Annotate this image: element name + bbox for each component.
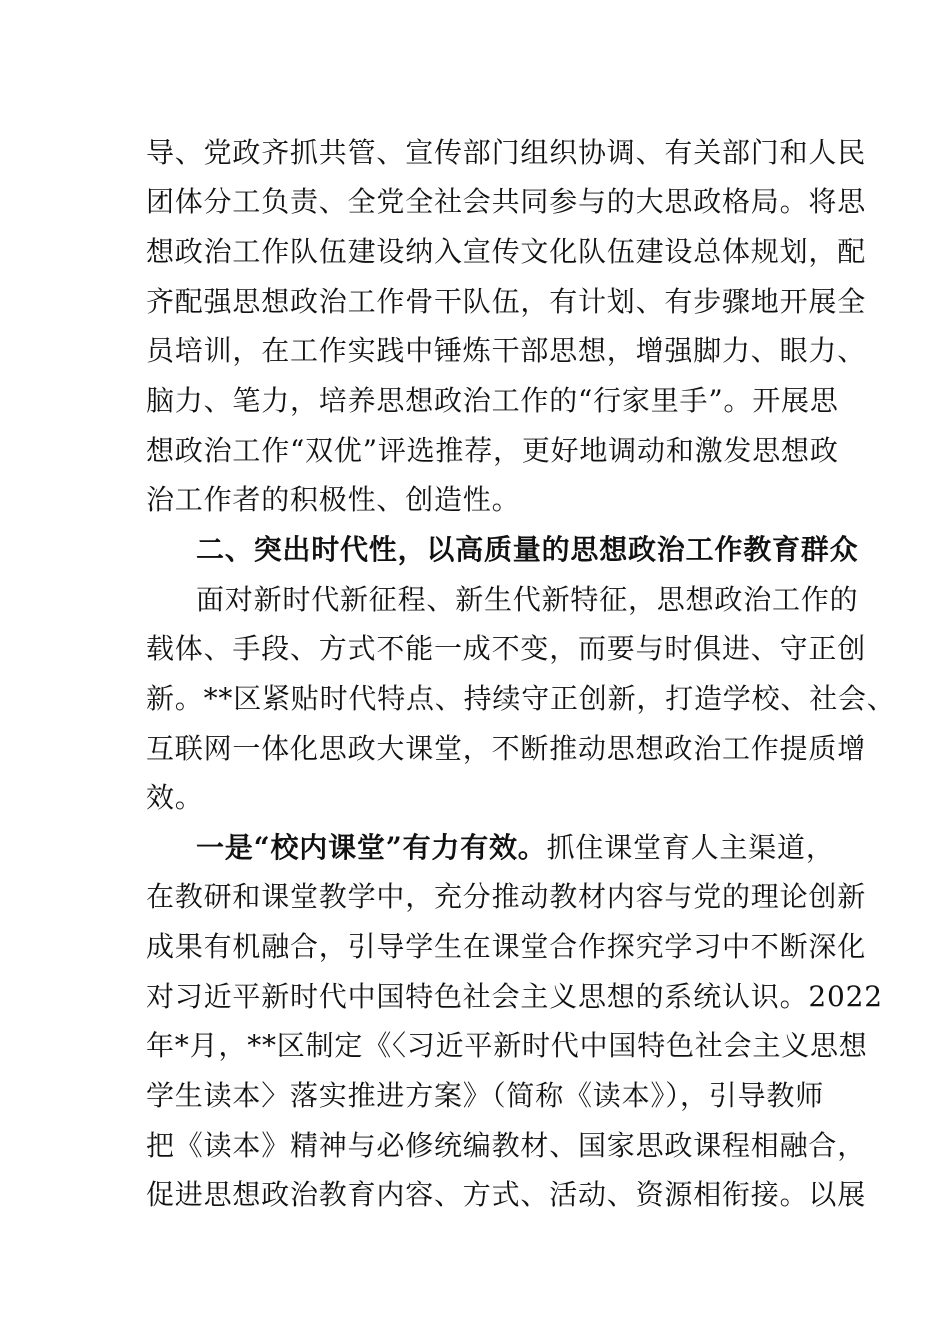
body-line: 团体分工负责、全党全社会共同参与的大思政格局。将思: [146, 185, 867, 218]
point-line: 对习近平新时代中国特色社会主义思想的系统认识。2022: [146, 980, 883, 1013]
point-line: 促进思想政治教育内容、方式、活动、资源相衔接。以展: [146, 1178, 867, 1211]
section-line: 面对新时代新征程、新生代新特征，思想政治工作的: [196, 583, 859, 616]
point-first-rest: 抓住课堂育人主渠道，: [546, 831, 835, 864]
point-first-line: [196, 830, 835, 866]
section-line: 效。: [146, 781, 204, 814]
point-line: 年*月，**区制定《〈习近平新时代中国特色社会主义思想: [146, 1029, 868, 1062]
point-line: 学生读本〉落实推进方案》（简称《读本》），引导教师: [146, 1079, 825, 1112]
section-line: 新。**区紧贴时代特点、持续守正创新，打造学校、社会、: [146, 682, 896, 715]
body-line: 导、党政齐抓共管、宣传部门组织协调、有关部门和人民: [146, 136, 867, 169]
section-line: 载体、手段、方式不能一成不变，而要与时俱进、守正创: [146, 632, 867, 665]
point-line: 成果有机融合，引导学生在课堂合作探究学习中不断深化: [146, 930, 867, 963]
point-line: 把《读本》精神与必修统编教材、国家思政课程相融合，: [146, 1129, 867, 1162]
body-line: 齐配强思想政治工作骨干队伍，有计划、有步骤地开展全: [146, 285, 867, 318]
body-line: 脑力、笔力，培养思想政治工作的“行家里手”。开展思: [146, 384, 839, 417]
section-line: 互联网一体化思政大课堂，不断推动思想政治工作提质增: [146, 732, 867, 765]
point-lead: 一是“校内课堂”有力有效。: [196, 831, 547, 864]
body-line: 治工作者的积极性、创造性。: [146, 483, 521, 516]
body-line: 员培训，在工作实践中锤炼干部思想，增强脚力、眼力、: [146, 334, 867, 367]
section-heading: 二、突出时代性，以高质量的思想政治工作教育群众: [196, 533, 859, 566]
body-line: 想政治工作“双优”评选推荐，更好地调动和激发思想政: [146, 434, 839, 467]
body-line: 想政治工作队伍建设纳入宣传文化队伍建设总体规划，配: [146, 235, 867, 268]
point-line: 在教研和课堂教学中，充分推动教材内容与党的理论创新: [146, 880, 867, 913]
